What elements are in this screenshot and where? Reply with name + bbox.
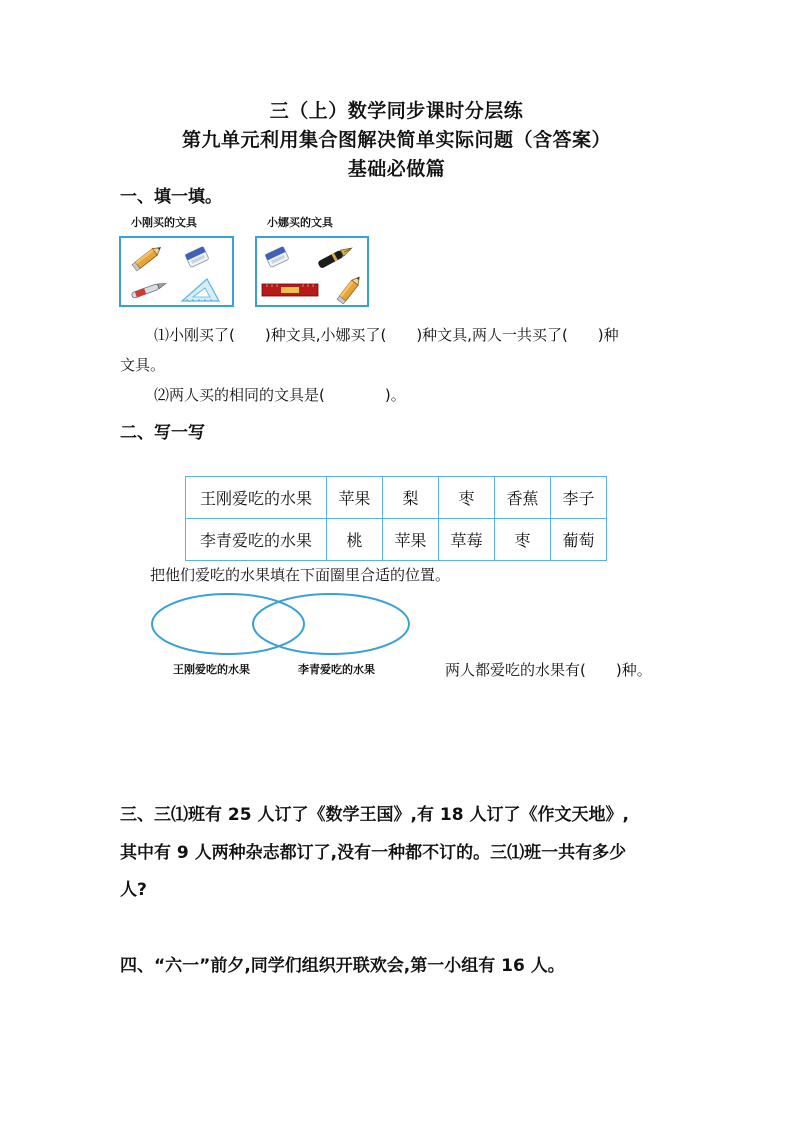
page-title: 三（上）数学同步课时分层练: [269, 100, 524, 122]
table-cell: 枣: [439, 477, 495, 519]
section-1-heading: 一、填一填。: [120, 187, 222, 207]
question-2: ⑵两人买的相同的文具是( )。: [154, 386, 406, 404]
pen-icon: [127, 278, 169, 302]
page-level-title: 基础必做篇: [347, 158, 446, 180]
table-cell: 苹果: [383, 519, 439, 561]
venn-right-circle: [253, 594, 409, 654]
ruler-icon: [261, 282, 319, 298]
xiaona-stationery-box: [255, 236, 369, 307]
eraser-icon: [183, 244, 211, 270]
question-1-line-1: ⑴小刚买了( )种文具,小娜买了( )种文具,两人一共买了( )种: [154, 326, 619, 344]
fountain-pen-icon: [313, 242, 357, 272]
table-row: [186, 477, 607, 519]
venn-left-label: 王刚爱吃的水果: [173, 663, 250, 676]
section-3-line-1: 三、三⑴班有 25 人订了《数学王国》,有 18 人订了《作文天地》,: [120, 805, 629, 825]
section-3-line-2: 其中有 9 人两种杂志都订了,没有一种都不订的。三⑴班一共有多少: [120, 843, 627, 863]
triangle-ruler-icon: [179, 276, 223, 304]
section-3-line-3: 人?: [120, 880, 147, 900]
eraser-icon: [263, 244, 291, 270]
table-row-label: 李青爱吃的水果: [186, 519, 327, 561]
page-subtitle: 第九单元利用集合图解决简单实际问题（含答案）: [181, 129, 611, 151]
table-cell: 苹果: [327, 477, 383, 519]
section-4-line-1: 四、“六一”前夕,同学们组织开联欢会,第一小组有 16 人。: [120, 956, 565, 976]
fruit-table: [185, 476, 607, 561]
section-2-heading: 二、写一写: [120, 423, 205, 443]
table-row: [186, 519, 607, 561]
pencil-icon: [333, 274, 367, 304]
box-left-label: 小刚买的文具: [131, 216, 197, 229]
table-cell: 葡萄: [551, 519, 607, 561]
venn-answer-line: 两人都爱吃的水果有( )种。: [445, 661, 652, 679]
table-cell: 李子: [551, 477, 607, 519]
table-cell: 枣: [495, 519, 551, 561]
box-right-label: 小娜买的文具: [267, 216, 333, 229]
venn-diagram: [148, 590, 416, 658]
venn-left-circle: [152, 594, 304, 654]
table-cell: 桃: [327, 519, 383, 561]
table-cell: 草莓: [439, 519, 495, 561]
table-row-label: 王刚爱吃的水果: [186, 477, 327, 519]
table-cell: 香蕉: [495, 477, 551, 519]
xiaogang-stationery-box: [119, 236, 234, 307]
venn-instruction: 把他们爱吃的水果填在下面圈里合适的位置。: [150, 566, 451, 584]
question-1-line-2: 文具。: [120, 356, 166, 374]
venn-right-label: 李青爱吃的水果: [298, 663, 375, 676]
pencil-icon: [129, 244, 165, 272]
table-cell: 梨: [383, 477, 439, 519]
